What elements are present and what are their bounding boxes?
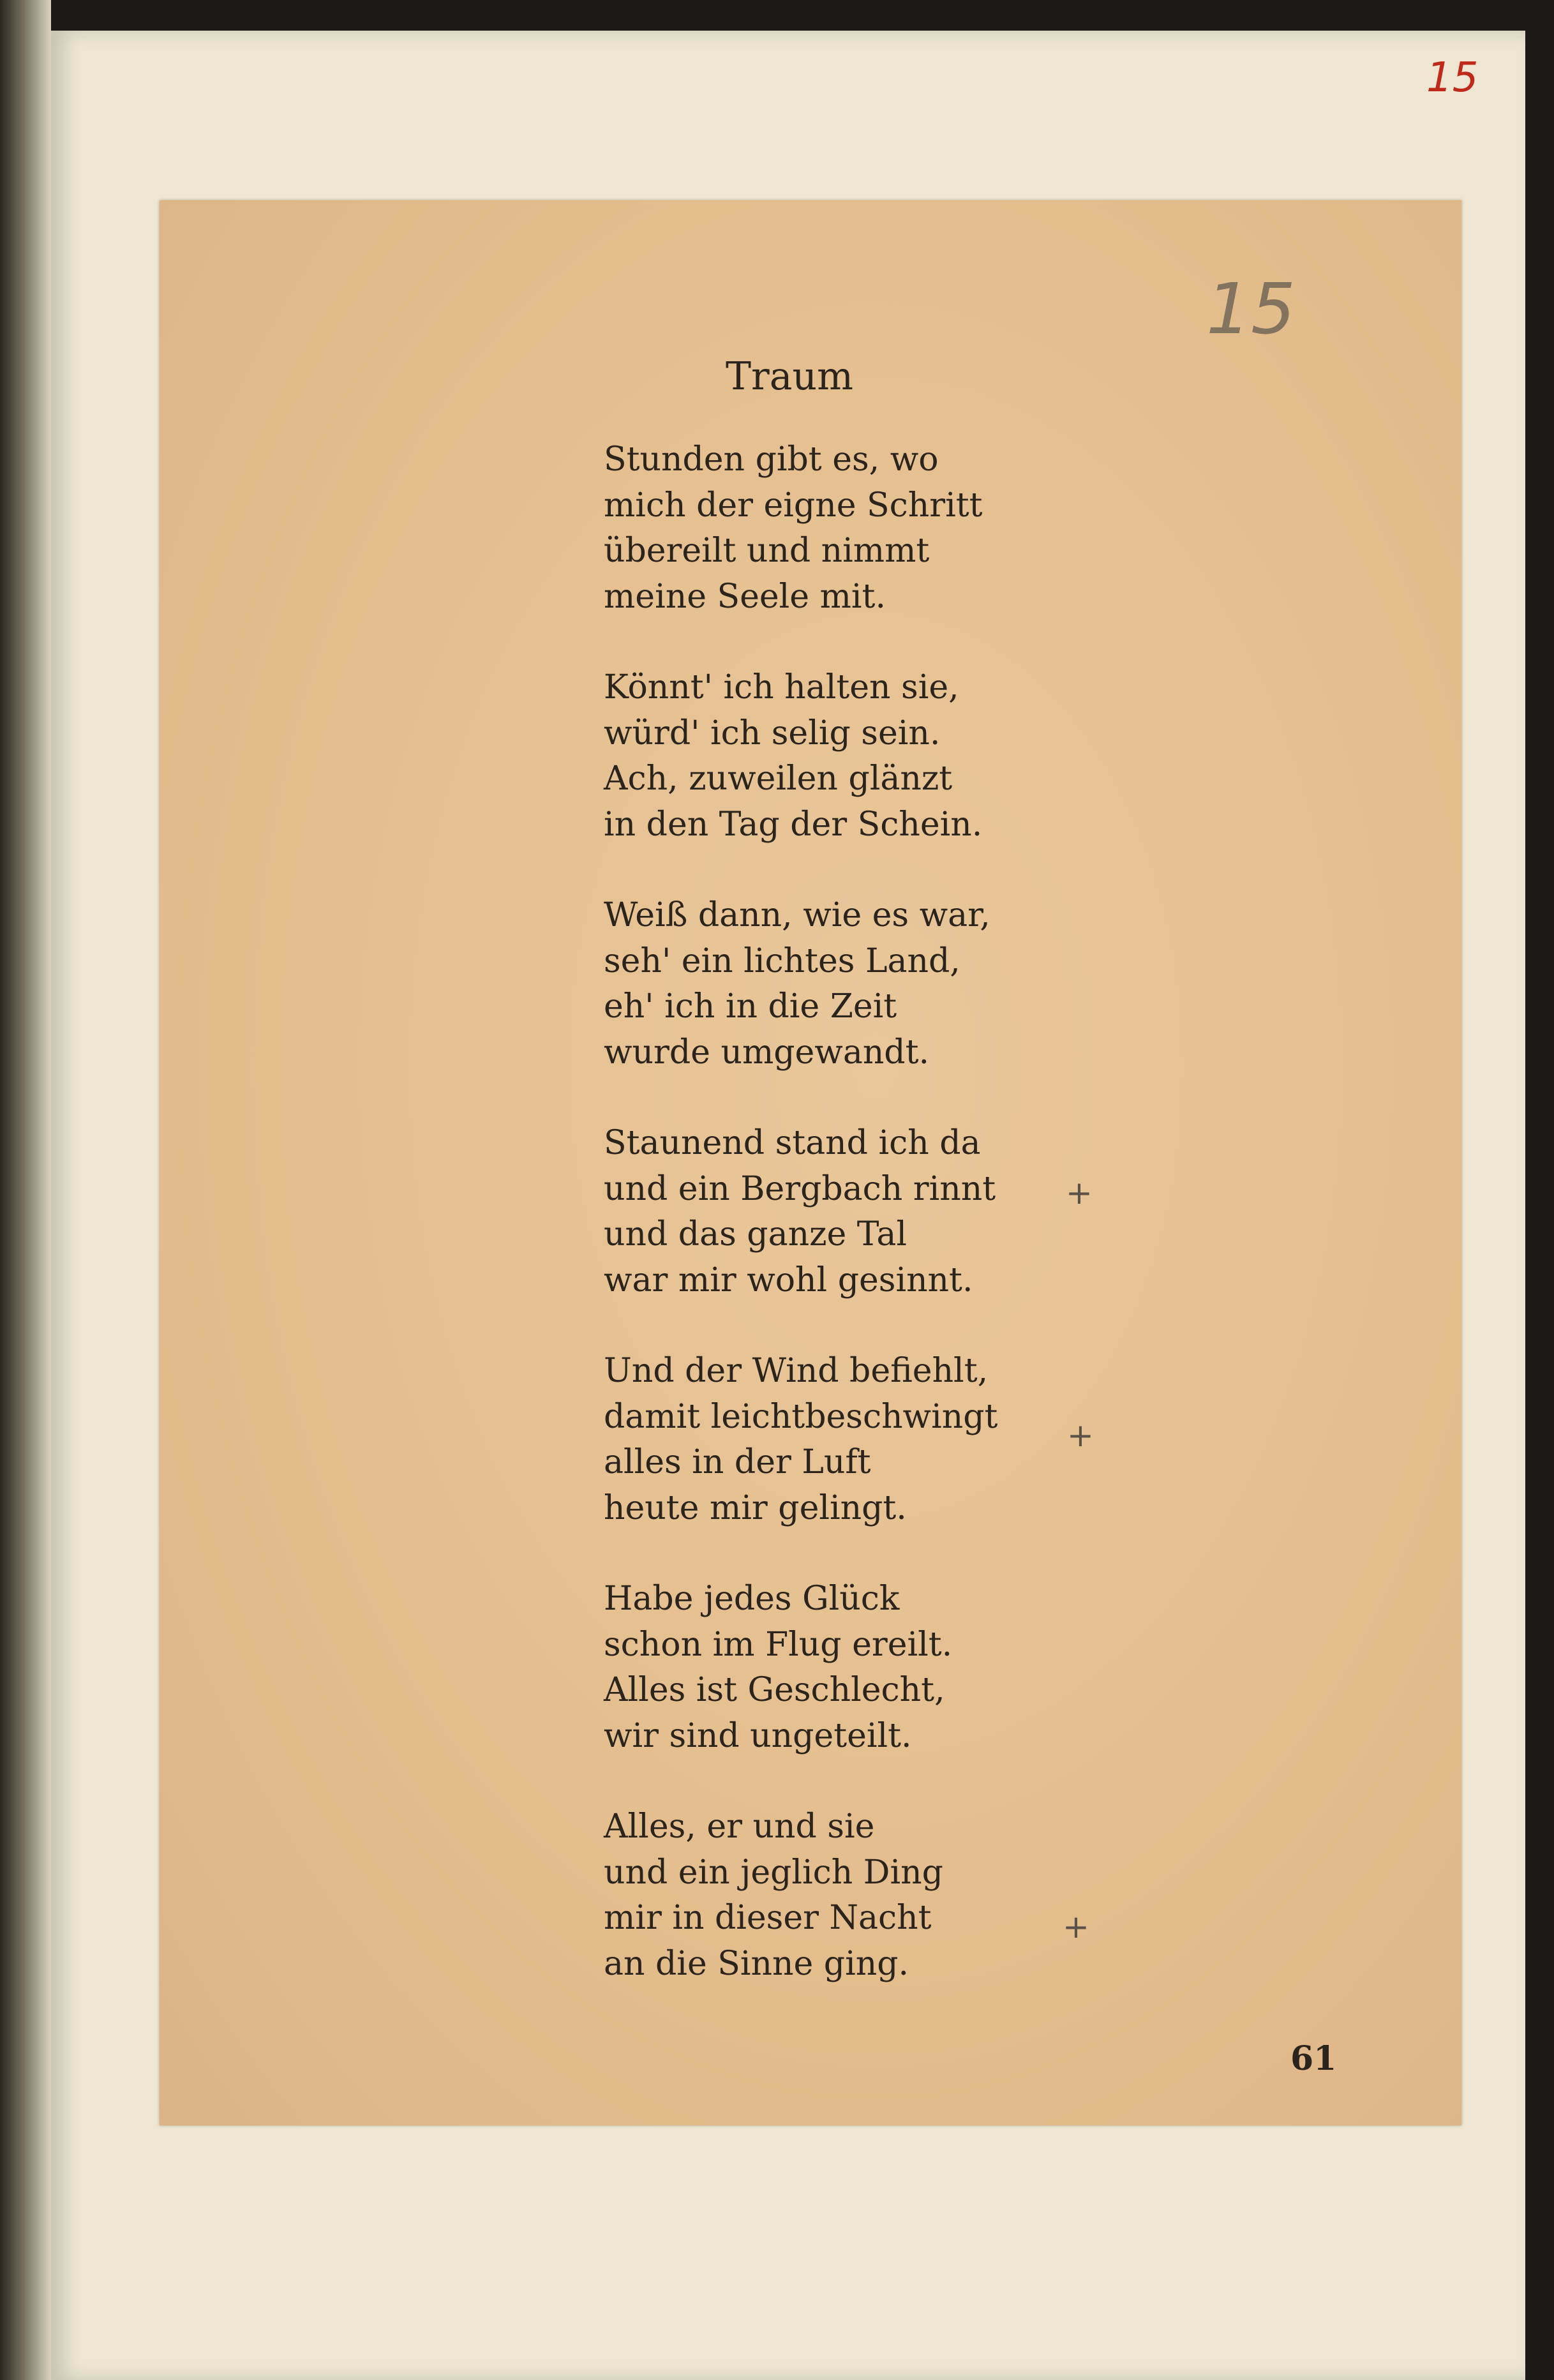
poem-line: schon im Flug ereilt. (604, 1625, 953, 1664)
poem-line: Staunend stand ich da (604, 1124, 981, 1162)
poem-line: übereilt und nimmt (604, 532, 930, 570)
stanza (604, 437, 997, 620)
poem-line: in den Tag der Schein. (604, 805, 983, 844)
archive-page-number: 15 (1426, 54, 1479, 101)
poem-line: und ein Bergbach rinnt (604, 1169, 996, 1208)
poem-line: heute mir gelingt. (604, 1488, 907, 1527)
pencil-cross-mark: + (1067, 1417, 1094, 1454)
poem-line: meine Seele mit. (604, 577, 886, 616)
stanza (604, 1804, 997, 1987)
poem-line: wurde umgewandt. (604, 1033, 930, 1072)
stanza (604, 1576, 997, 1759)
poem-line: mir in dieser Nacht (604, 1899, 932, 1937)
poem-line: Ach, zuweilen glänzt (604, 760, 953, 798)
poem-line: seh' ein lichtes Land, (604, 941, 960, 980)
poem-line: alles in der Luft (604, 1443, 871, 1481)
poem-line: eh' ich in die Zeit (604, 987, 897, 1026)
poem-body (604, 437, 997, 2032)
poem-line: würd' ich selig sein. (604, 714, 941, 752)
poem-line: an die Sinne ging. (604, 1944, 909, 1983)
poem-line: war mir wohl gesinnt. (604, 1261, 973, 1299)
printed-page-number: 61 (1290, 2039, 1337, 2078)
poem-line: Und der Wind befiehlt, (604, 1352, 989, 1390)
book-gutter (0, 0, 51, 2380)
poem-line: mich der eigne Schritt (604, 486, 983, 525)
pencil-cross-mark: + (1063, 1908, 1089, 1945)
poem-line: damit leichtbeschwingt (604, 1397, 998, 1436)
stanza (604, 1121, 997, 1303)
poem-line: Alles, er und sie (604, 1807, 875, 1846)
poem-line: Alles ist Geschlecht, (604, 1671, 945, 1709)
poem-line: und ein jeglich Ding (604, 1853, 943, 1892)
stanza (604, 893, 997, 1075)
poem-line: und das ganze Tal (604, 1215, 908, 1254)
poem-line: Könnt' ich halten sie, (604, 668, 959, 707)
poem-title: Traum (726, 354, 854, 399)
pencil-page-number: 15 (1206, 268, 1296, 350)
pencil-cross-mark: + (1066, 1174, 1093, 1211)
poem-line: Habe jedes Glück (604, 1580, 900, 1618)
poem-line: wir sind ungeteilt. (604, 1716, 912, 1755)
poem-line: Weiß dann, wie es war, (604, 896, 990, 934)
stanza (604, 665, 997, 848)
stanza (604, 1349, 997, 1531)
poem-line: Stunden gibt es, wo (604, 440, 939, 479)
